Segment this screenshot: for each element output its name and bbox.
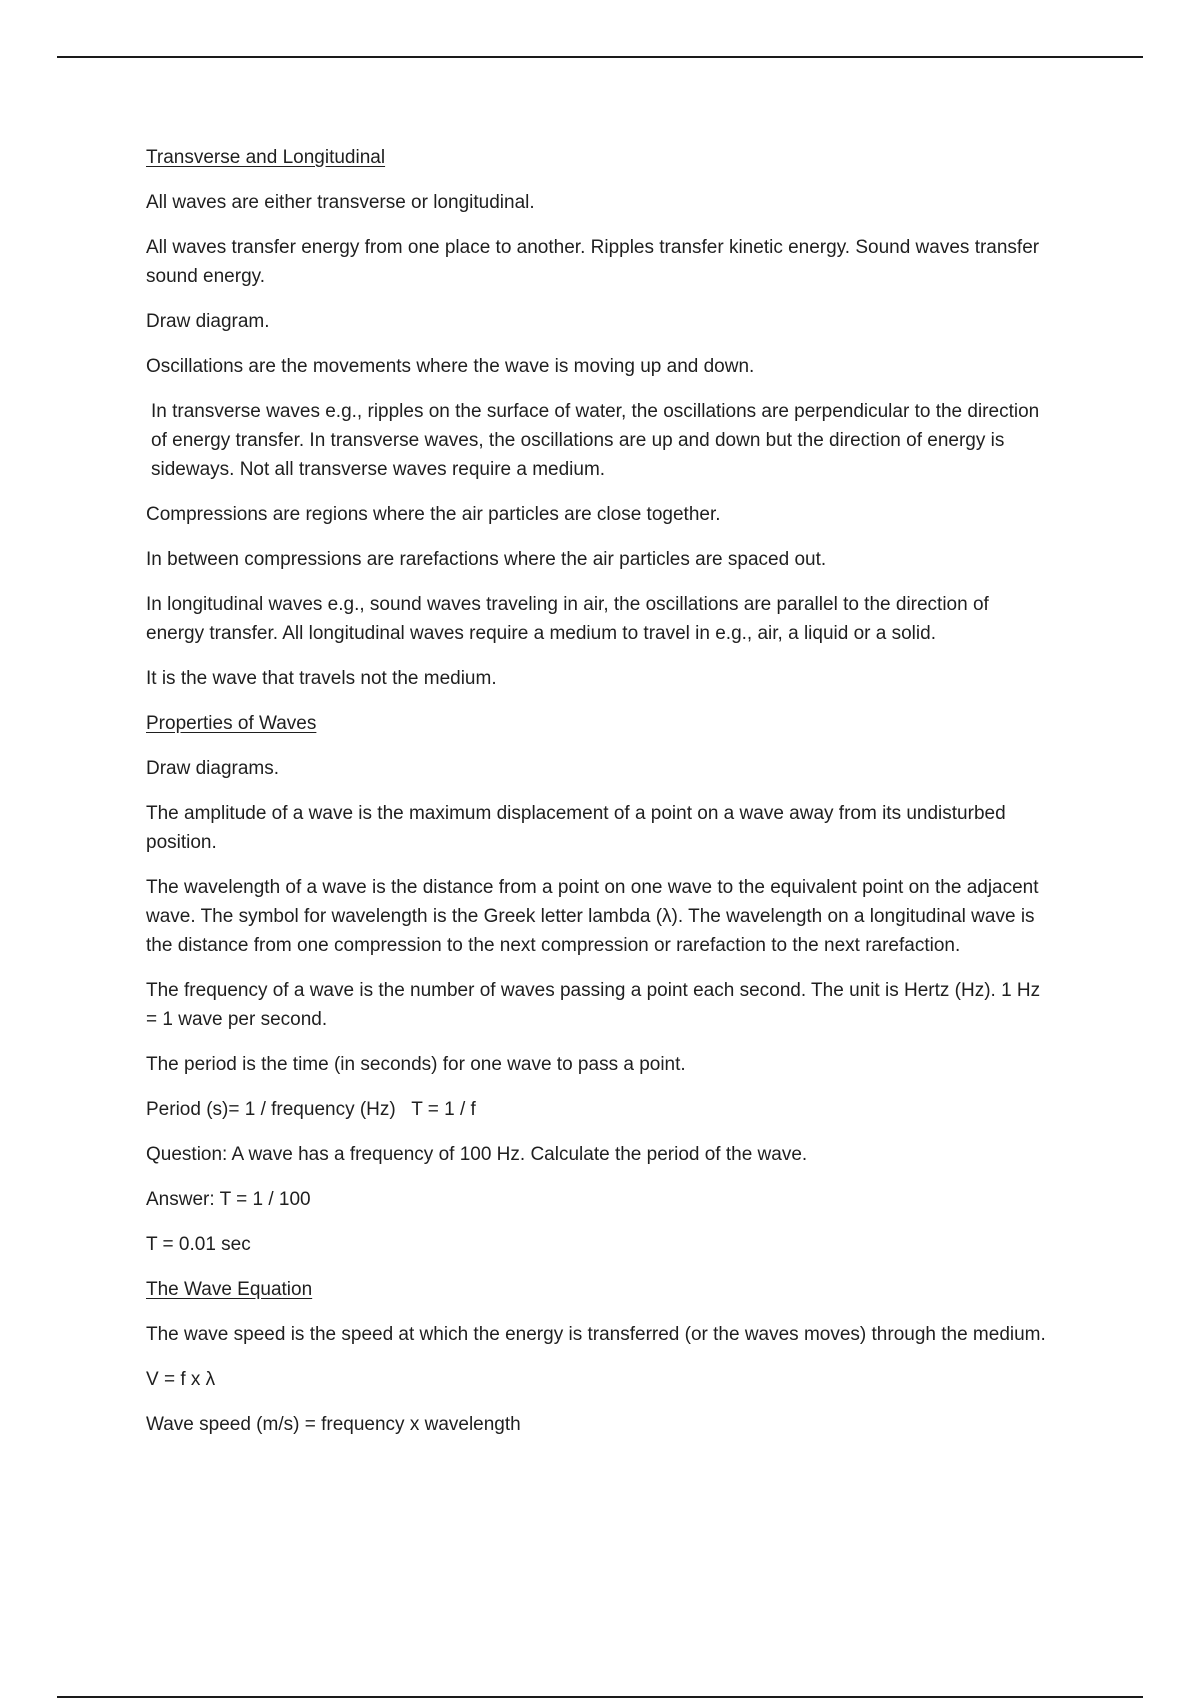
formula-wave-equation: V = f x λ bbox=[146, 1369, 216, 1390]
paragraph: The wave speed is the speed at which the energy is transferred (or the waves moves) through the medium. bbox=[146, 1324, 1046, 1345]
paragraph-question: Question: A wave has a frequency of 100 Hz. Calculate the period of the wave. bbox=[146, 1144, 808, 1165]
paragraph: Draw diagram. bbox=[146, 311, 270, 332]
paragraph: It is the wave that travels not the medium. bbox=[146, 668, 497, 689]
section-heading-transverse-longitudinal: Transverse and Longitudinal bbox=[146, 147, 386, 168]
paragraph: The wavelength of a wave is the distance from a point on one wave to the equivalent point on the adjacent wave. The symbol for wavelength is the Greek letter lambda (λ). The wavelength on a longitudinal wave is the distance from one compression to the next compression or rarefaction to the next rarefaction. bbox=[146, 877, 1039, 956]
paragraph: Wave speed (m/s) = frequency x wavelength bbox=[146, 1414, 521, 1435]
section-heading-wave-equation: The Wave Equation bbox=[146, 1279, 313, 1300]
section-heading-properties-of-waves: Properties of Waves bbox=[146, 713, 317, 734]
paragraph-answer: Answer: T = 1 / 100 bbox=[146, 1189, 311, 1210]
paragraph: All waves transfer energy from one place to another. Ripples transfer kinetic energy. Sound waves transfer sound energy. bbox=[146, 237, 1040, 287]
paragraph-result: T = 0.01 sec bbox=[146, 1234, 251, 1255]
paragraph: Oscillations are the movements where the wave is moving up and down. bbox=[146, 356, 755, 377]
document-body bbox=[146, 143, 1046, 1455]
paragraph: All waves are either transverse or longitudinal. bbox=[146, 192, 535, 213]
header-rule bbox=[57, 56, 1143, 58]
paragraph: The frequency of a wave is the number of waves passing a point each second. The unit is Hertz (Hz). 1 Hz = 1 wave per second. bbox=[146, 980, 1041, 1030]
paragraph: The period is the time (in seconds) for one wave to pass a point. bbox=[146, 1054, 686, 1075]
paragraph: In between compressions are rarefactions where the air particles are spaced out. bbox=[146, 549, 827, 570]
paragraph: In transverse waves e.g., ripples on the surface of water, the oscillations are perpendicular to the direction of energy transfer. In transverse waves, the oscillations are up and down but the direction of energy is sideways. Not all transverse waves require a medium. bbox=[151, 401, 1040, 480]
paragraph: In longitudinal waves e.g., sound waves traveling in air, the oscillations are parallel to the direction of energy transfer. All longitudinal waves require a medium to travel in e.g., air, a liquid or a solid. bbox=[146, 594, 989, 644]
paragraph: Draw diagrams. bbox=[146, 758, 280, 779]
paragraph: Compressions are regions where the air particles are close together. bbox=[146, 504, 721, 525]
paragraph: The amplitude of a wave is the maximum displacement of a point on a wave away from its undisturbed position. bbox=[146, 803, 1006, 853]
footer-rule bbox=[57, 1696, 1143, 1698]
formula-period: Period (s)= 1 / frequency (Hz) T = 1 / f bbox=[146, 1099, 476, 1120]
